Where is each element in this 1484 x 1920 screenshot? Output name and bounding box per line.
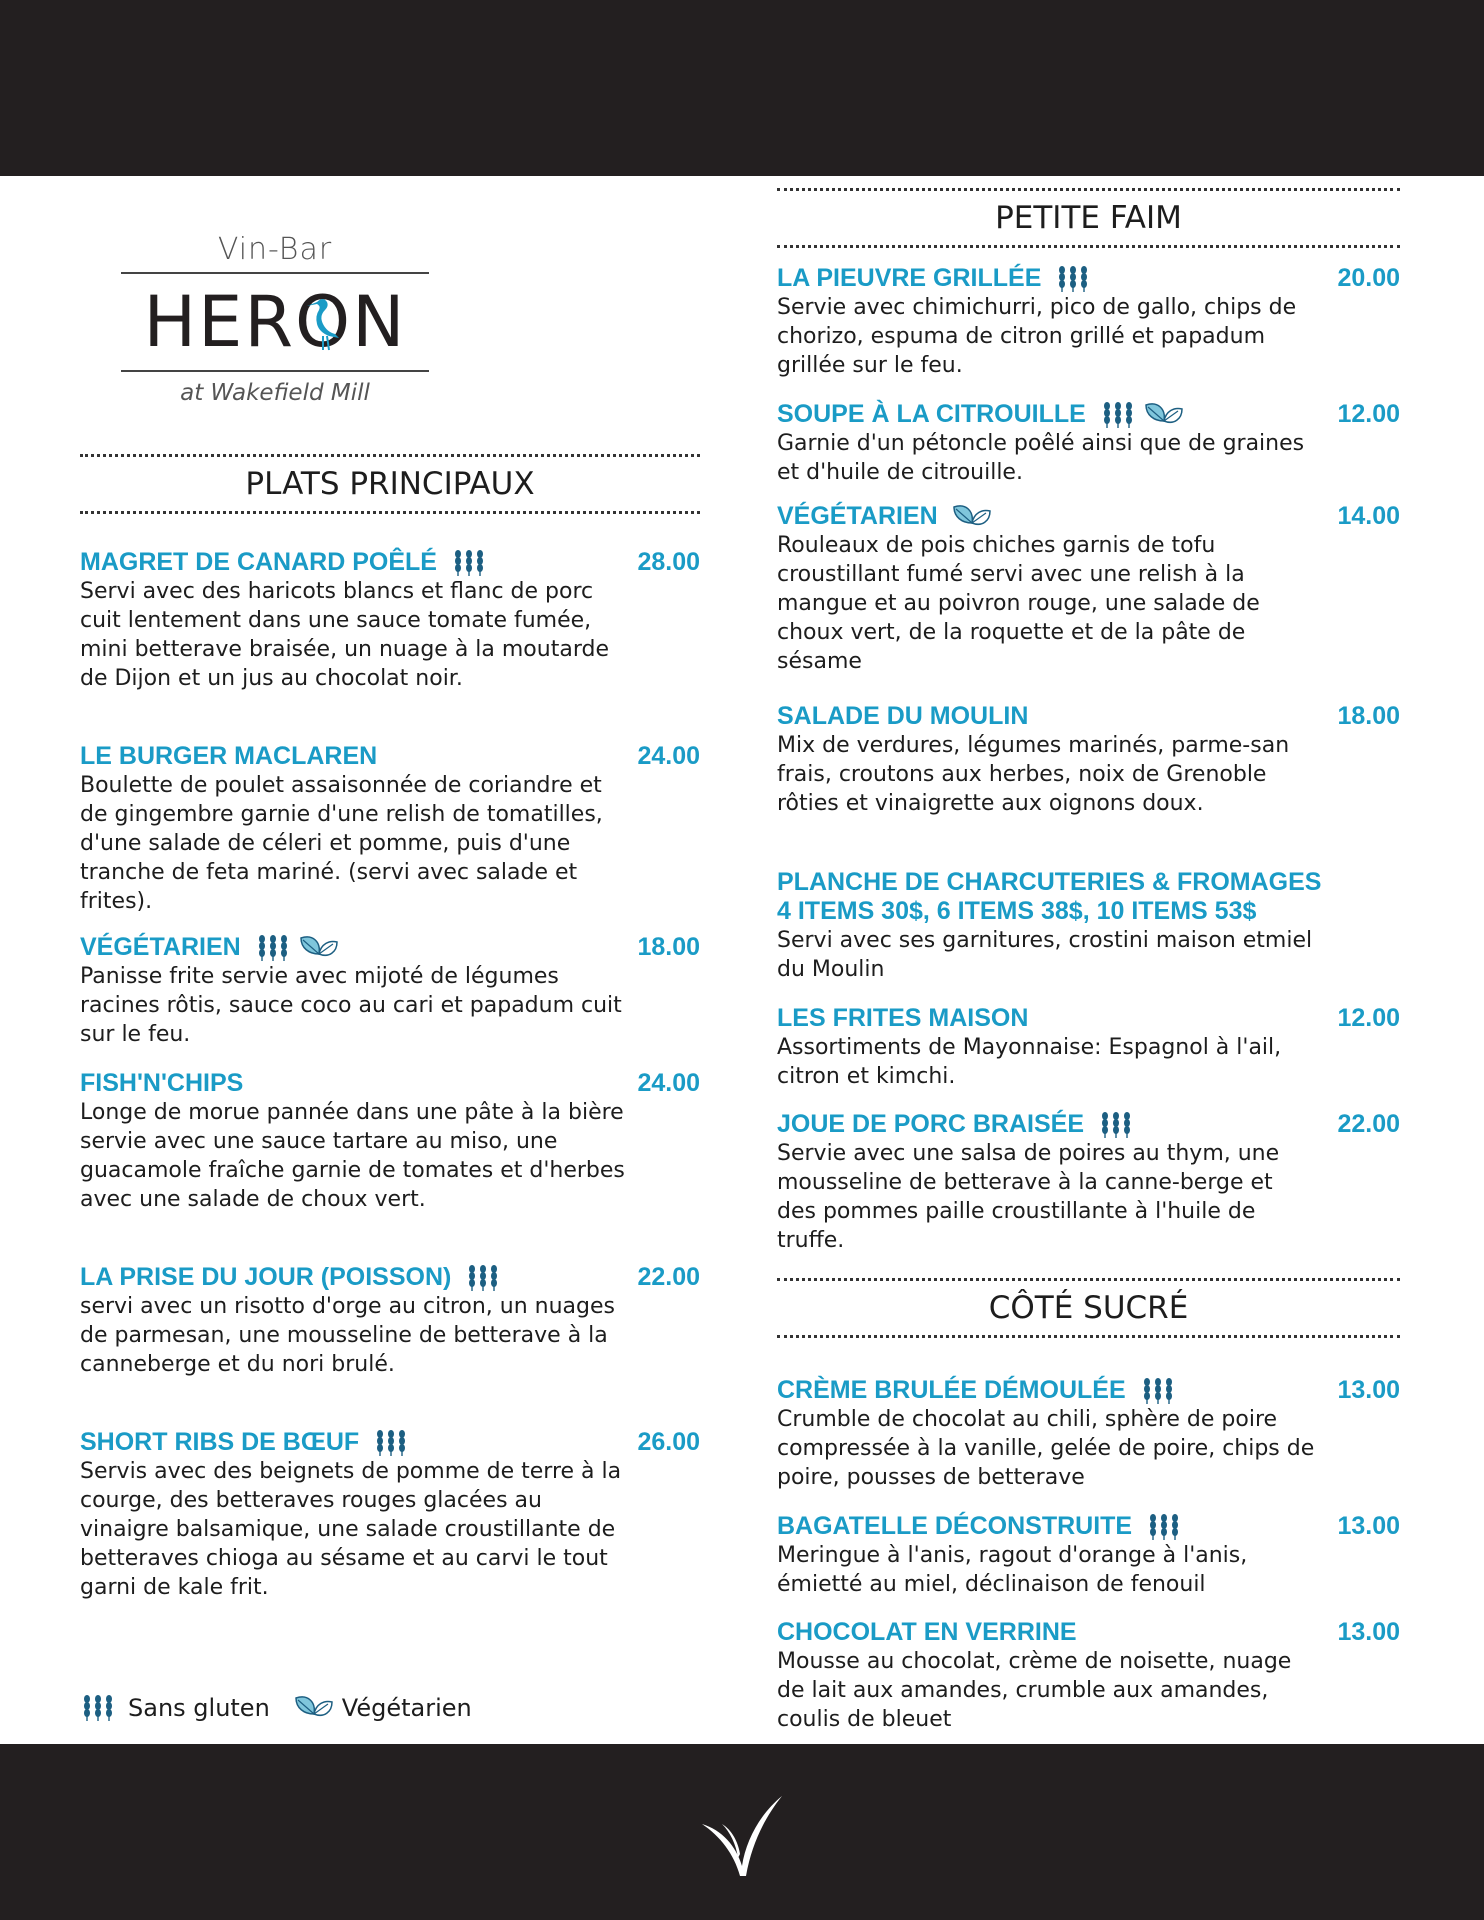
menu-item-name bbox=[80, 548, 491, 577]
menu-item bbox=[80, 1069, 700, 1214]
menu-item-name-text: BAGATELLE DÉCONSTRUITE bbox=[777, 1512, 1133, 1540]
menu-item bbox=[777, 1618, 1400, 1734]
menu-item-name bbox=[80, 1069, 243, 1098]
menu-item-header bbox=[80, 933, 700, 962]
menu-item-header bbox=[80, 1069, 700, 1098]
legend-vegetarian: Végétarien bbox=[341, 1694, 472, 1722]
menu-item-price: 26.00 bbox=[637, 1428, 700, 1456]
menu-item-header bbox=[777, 1512, 1400, 1541]
menu-item-description: Meringue à l'anis, ragout d'orange à l'anis, émietté au miel, déclinaison de fenouil bbox=[777, 1543, 1248, 1597]
menu-item-description: servi avec un risotto d'orge au citron, un nuages de parmesan, une mousseline de betterave à la canneberge et du nori brulé. bbox=[80, 1294, 615, 1377]
menu-item-header bbox=[777, 868, 1400, 897]
menu-item-name-text: MAGRET DE CANARD POÊLÉ bbox=[80, 548, 437, 576]
gluten-free-icon bbox=[255, 934, 295, 962]
menu-item-description: Crumble de chocolat au chili, sphère de poire compressée à la vanille, gelée de poire, chips de poire, pousses de betterave bbox=[777, 1407, 1315, 1490]
menu-item-description: Panisse frite servie avec mijoté de légumes racines rôtis, sauce coco au cari et papadum cuit sur le feu. bbox=[80, 964, 622, 1047]
menu-item-price: 14.00 bbox=[1337, 502, 1400, 530]
menu-item-description: Servis avec des beignets de pomme de terre à la courge, des betteraves rouges glacées au vinaigre balsamique, une salade croustillante de betteraves chioga au sésame et au carvi le tout garni de kale frit. bbox=[80, 1459, 622, 1600]
menu-item-name-text: SHORT RIBS DE BŒUF bbox=[80, 1428, 360, 1456]
diet-icons bbox=[1098, 1111, 1138, 1139]
menu-item bbox=[80, 742, 700, 916]
menu-item-description: Assortiments de Mayonnaise: Espagnol à l'ail, citron et kimchi. bbox=[777, 1035, 1282, 1089]
menu-item-description: Mix de verdures, légumes marinés, parme-san frais, croutons aux herbes, noix de Grenoble rôties et vinaigrette aux oignons doux. bbox=[777, 733, 1290, 816]
menu-item-name bbox=[80, 1263, 505, 1292]
menu-item-name bbox=[777, 400, 1184, 429]
section-cote-sucre bbox=[777, 1278, 1400, 1338]
divider-dots bbox=[80, 511, 700, 514]
vegetarian-icon bbox=[1144, 401, 1184, 429]
logo-vinbar: Vin-Bar bbox=[217, 232, 333, 267]
menu-item bbox=[777, 1110, 1400, 1255]
menu-item-name-text: JOUE DE PORC BRAISÉE bbox=[777, 1110, 1085, 1138]
menu-item-description: Longe de morue pannée dans une pâte à la bière servie avec une sauce tartare au miso, une guacamole fraîche garnie de tomates et d'herbes avec une salade de choux vert. bbox=[80, 1100, 625, 1212]
menu-item-price: 13.00 bbox=[1337, 1512, 1400, 1540]
gluten-free-icon bbox=[465, 1264, 505, 1292]
section-title: CÔTÉ SUCRÉ bbox=[988, 1290, 1189, 1326]
diet-icons bbox=[1055, 265, 1095, 293]
menu-item-header bbox=[777, 502, 1400, 531]
logo-heron-wordmark bbox=[121, 278, 429, 366]
menu-item bbox=[777, 502, 1400, 676]
menu-item bbox=[80, 1428, 700, 1602]
menu-item-name-text: SOUPE À LA CITROUILLE bbox=[777, 400, 1086, 428]
menu-item-description: Garnie d'un pétoncle poêlé ainsi que de graines et d'huile de citrouille. bbox=[777, 431, 1305, 485]
menu-item bbox=[80, 933, 700, 1049]
menu-item-name-text: LE BURGER MACLAREN bbox=[80, 742, 378, 770]
menu-item-name-text: PLANCHE DE CHARCUTERIES & FROMAGES bbox=[777, 868, 1322, 896]
menu-item-header bbox=[80, 1428, 700, 1457]
menu-item bbox=[777, 1376, 1400, 1492]
menu-item-name-text: LA PIEUVRE GRILLÉE bbox=[777, 264, 1042, 292]
menu-item-name bbox=[80, 742, 377, 771]
gluten-free-icon bbox=[80, 1694, 120, 1722]
menu-item bbox=[80, 548, 700, 693]
menu-item-name-text: VÉGÉTARIEN bbox=[777, 502, 938, 530]
gluten-free-icon bbox=[1055, 265, 1095, 293]
menu-item-name bbox=[777, 264, 1095, 293]
menu-item bbox=[777, 868, 1400, 984]
gluten-free-icon bbox=[373, 1429, 413, 1457]
menu-item-name-text: CHOCOLAT EN VERRINE bbox=[777, 1618, 1077, 1646]
diet-icons bbox=[465, 1264, 505, 1292]
diet-icons bbox=[255, 934, 339, 962]
section-title: PLATS PRINCIPAUX bbox=[245, 466, 535, 502]
menu-item-name bbox=[777, 1110, 1138, 1139]
menu-item-price: 28.00 bbox=[637, 548, 700, 576]
menu-item-header bbox=[777, 702, 1400, 731]
section-petite-faim bbox=[777, 188, 1400, 248]
gluten-free-icon bbox=[1140, 1377, 1180, 1405]
menu-item-price: 22.00 bbox=[637, 1263, 700, 1291]
gluten-free-icon bbox=[1098, 1111, 1138, 1139]
vegetarian-icon bbox=[952, 503, 992, 531]
legend bbox=[80, 1694, 496, 1722]
vegetarian-icon bbox=[299, 934, 339, 962]
menu-item-header bbox=[777, 1110, 1400, 1139]
menu-item-header bbox=[777, 400, 1400, 429]
divider-dots bbox=[777, 1335, 1400, 1338]
menu-item-name-text: FISH'N'CHIPS bbox=[80, 1069, 244, 1097]
diet-icons bbox=[952, 503, 992, 531]
menu-item-name bbox=[777, 1376, 1180, 1405]
menu-item-price: 18.00 bbox=[637, 933, 700, 961]
leaf-logo-icon bbox=[700, 1784, 784, 1880]
menu-item-name bbox=[80, 1428, 413, 1457]
heron-bird-icon bbox=[303, 296, 343, 352]
heron-logo bbox=[121, 232, 429, 406]
menu-item-header bbox=[80, 742, 700, 771]
menu-item-description: Servie avec une salsa de poires au thym, une mousseline de betterave à la canne-berge et des pommes paille croustillante à l'huile de truffe. bbox=[777, 1141, 1280, 1253]
divider-dots bbox=[777, 245, 1400, 248]
bottom-band bbox=[0, 1744, 1484, 1920]
menu-item-description: Mousse au chocolat, crème de noisette, nuage de lait aux amandes, crumble aux amandes, coulis de bleuet bbox=[777, 1649, 1292, 1732]
legend-gluten-free: Sans gluten bbox=[128, 1694, 270, 1722]
menu-item-name-text: LES FRITES MAISON bbox=[777, 1004, 1029, 1032]
logo-rule-bottom bbox=[121, 370, 429, 372]
menu-item-name-text: VÉGÉTARIEN bbox=[80, 933, 241, 961]
menu-item bbox=[80, 1263, 700, 1379]
menu-item-name-text: LA PRISE DU JOUR (POISSON) bbox=[80, 1263, 452, 1291]
menu-item bbox=[777, 400, 1400, 487]
logo-rule-top bbox=[121, 272, 429, 274]
menu-item-name-line2: 4 ITEMS 30$, 6 ITEMS 38$, 10 ITEMS 53$ bbox=[777, 897, 1257, 925]
menu-item-name-text: SALADE DU MOULIN bbox=[777, 702, 1029, 730]
logo-subtitle: at Wakefield Mill bbox=[180, 380, 370, 406]
menu-item-price: 13.00 bbox=[1337, 1618, 1400, 1646]
menu-item-price: 22.00 bbox=[1337, 1110, 1400, 1138]
vegetarian-icon bbox=[294, 1694, 334, 1722]
menu-item-name bbox=[777, 1004, 1028, 1033]
menu-item-price: 12.00 bbox=[1337, 400, 1400, 428]
menu-item-price: 13.00 bbox=[1337, 1376, 1400, 1404]
menu-item-price: 12.00 bbox=[1337, 1004, 1400, 1032]
menu-item-description: Servie avec chimichurri, pico de gallo, chips de chorizo, espuma de citron grillé et papadum grillée sur le feu. bbox=[777, 295, 1297, 378]
menu-item-name bbox=[777, 1512, 1186, 1541]
menu-item-price: 24.00 bbox=[637, 1069, 700, 1097]
menu-item-name bbox=[777, 702, 1028, 731]
menu-item bbox=[777, 1512, 1400, 1599]
menu-item-description: Servi avec des haricots blancs et flanc de porc cuit lentement dans une sauce tomate fumée, mini betterave braisée, un nuage à la moutarde de Dijon et un jus au chocolat noir. bbox=[80, 579, 609, 691]
menu-item-description: Rouleaux de pois chiches garnis de tofu croustillant fumé servi avec une relish à la mangue et au poivron rouge, une salade de choux vert, de la roquette et de la pâte de sésame bbox=[777, 533, 1260, 674]
diet-icons bbox=[373, 1429, 413, 1457]
menu-item-price: 18.00 bbox=[1337, 702, 1400, 730]
menu-item-description: Boulette de poulet assaisonnée de coriandre et de gingembre garnie d'une relish de tomatilles, d'une salade de céleri et pomme, puis d'une tranche de feta mariné. (servi avec salade et frites). bbox=[80, 773, 603, 914]
diet-icons bbox=[1140, 1377, 1180, 1405]
section-plats-principaux bbox=[80, 454, 700, 514]
menu-item-header bbox=[777, 1376, 1400, 1405]
section-title: PETITE FAIM bbox=[995, 200, 1182, 236]
menu-item-description: Servi avec ses garnitures, crostini maison etmiel du Moulin bbox=[777, 928, 1313, 982]
menu-item bbox=[777, 702, 1400, 818]
menu-item-name bbox=[777, 502, 992, 531]
menu-item-header bbox=[777, 264, 1400, 293]
menu-item-name bbox=[777, 1618, 1077, 1647]
gluten-free-icon bbox=[1100, 401, 1140, 429]
gluten-free-icon bbox=[1146, 1513, 1186, 1541]
menu-item-price: 20.00 bbox=[1337, 264, 1400, 292]
diet-icons bbox=[1100, 401, 1184, 429]
menu-item-name bbox=[777, 868, 1321, 897]
logo-name: HERON bbox=[143, 281, 407, 363]
menu-item-header bbox=[777, 1618, 1400, 1647]
menu-item-header bbox=[80, 1263, 700, 1292]
menu-item-name bbox=[80, 933, 339, 962]
menu-item-header bbox=[80, 548, 700, 577]
diet-icons bbox=[451, 549, 491, 577]
menu-item-header bbox=[777, 1004, 1400, 1033]
menu-item-name-text: CRÈME BRULÉE DÉMOULÉE bbox=[777, 1376, 1126, 1404]
top-band bbox=[0, 0, 1484, 176]
menu-item bbox=[777, 1004, 1400, 1091]
menu-item-price: 24.00 bbox=[637, 742, 700, 770]
diet-icons bbox=[1146, 1513, 1186, 1541]
gluten-free-icon bbox=[451, 549, 491, 577]
menu-item bbox=[777, 264, 1400, 380]
